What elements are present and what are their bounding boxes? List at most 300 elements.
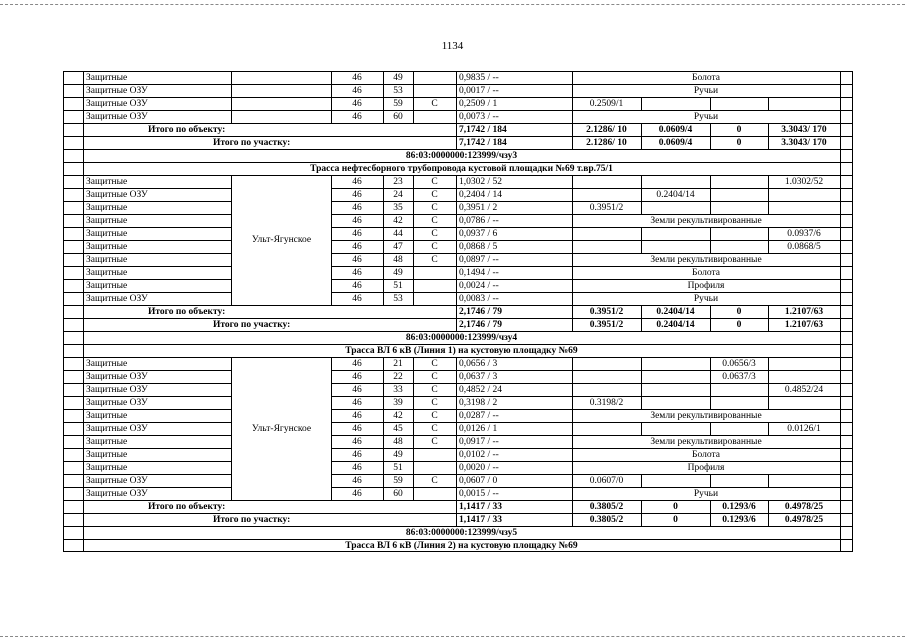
cell-divider	[383, 98, 384, 110]
land-category-note: Ручьи	[693, 86, 719, 96]
cell-divider	[456, 475, 457, 487]
cell-divider	[641, 241, 642, 253]
cell-f2: 0	[673, 502, 678, 512]
cell-f4: 1.2107/63	[784, 320, 824, 330]
cell-area: 0,0287 / --	[459, 411, 499, 421]
cell-divider	[63, 384, 64, 396]
cell-divider	[710, 397, 711, 409]
cell-divider	[331, 176, 332, 188]
cell-area: 0,0897 / --	[459, 255, 499, 265]
table-row	[63, 357, 852, 370]
cell-divider	[63, 176, 64, 188]
cell-divider	[641, 202, 642, 214]
cell-divider	[331, 241, 332, 253]
cell-divider	[710, 189, 711, 201]
cell-divider	[331, 488, 332, 500]
cell-v: 24	[393, 190, 403, 200]
cell-divider	[383, 215, 384, 227]
cell-divider	[456, 137, 457, 149]
cell-divider	[840, 189, 841, 201]
cell-q: 46	[352, 112, 362, 122]
cell-q: 46	[352, 476, 362, 486]
total-section-row	[63, 136, 852, 149]
cell-divider	[456, 72, 457, 84]
cell-divider	[840, 527, 841, 539]
section-code-row	[63, 526, 852, 539]
cell-divider	[768, 501, 769, 513]
cell-q: 46	[352, 281, 362, 291]
cell-divider	[768, 397, 769, 409]
cell-type: Защитные	[86, 177, 128, 187]
cell-v: 49	[393, 73, 403, 83]
cell-divider	[840, 423, 841, 435]
cell-area: 0,0607 / 0	[459, 476, 498, 486]
cell-divider	[641, 514, 642, 526]
cell-divider	[383, 267, 384, 279]
cell-divider	[641, 189, 642, 201]
cell-divider	[456, 423, 457, 435]
cell-f4: 0.4978/25	[784, 515, 824, 525]
cell-divider	[83, 488, 84, 500]
cell-divider	[331, 462, 332, 474]
section-title-row	[63, 162, 852, 175]
cell-divider	[641, 371, 642, 383]
cell-divider	[83, 410, 84, 422]
cell-divider	[231, 98, 232, 110]
cell-divider	[331, 254, 332, 266]
cell-type: Защитные	[86, 359, 128, 369]
table-row	[63, 71, 852, 84]
cell-q: 46	[352, 411, 362, 421]
land-category-note: Профиля	[687, 463, 725, 473]
cell-divider	[840, 176, 841, 188]
cell-divider	[83, 449, 84, 461]
cell-divider	[572, 384, 573, 396]
cell-divider	[840, 332, 841, 344]
cell-divider	[840, 293, 841, 305]
cell-divider	[840, 449, 841, 461]
cell-divider	[840, 514, 841, 526]
cell-divider	[413, 358, 414, 370]
cell-divider	[231, 85, 232, 97]
cell-divider	[383, 423, 384, 435]
cell-c	[413, 280, 456, 292]
cell-divider	[840, 85, 841, 97]
cell-divider	[331, 423, 332, 435]
cell-divider	[413, 254, 414, 266]
total-label: Итого по объекту:	[148, 125, 226, 135]
cell-divider	[641, 397, 642, 409]
cell-area: 0,0015 / --	[459, 489, 499, 499]
cell-divider	[383, 85, 384, 97]
cell-divider	[456, 111, 457, 123]
cell-divider	[840, 72, 841, 84]
cell-divider	[383, 475, 384, 487]
cell-divider	[83, 384, 84, 396]
cell-divider	[83, 436, 84, 448]
cell-divider	[63, 241, 64, 253]
cell-divider	[413, 202, 414, 214]
section-code: 86:03:0000000:123999/чзу3	[405, 151, 518, 161]
cell-divider	[413, 449, 414, 461]
cell-f3: 0.1293/6	[722, 515, 756, 525]
cell-type: Защитные	[86, 437, 128, 447]
cell-divider	[710, 358, 711, 370]
cell-divider	[456, 410, 457, 422]
cell-divider	[83, 241, 84, 253]
cell-divider	[456, 280, 457, 292]
cell-c: С	[431, 190, 438, 200]
cell-divider	[63, 397, 64, 409]
cell-divider	[768, 228, 769, 240]
table-row	[63, 474, 852, 487]
cell-divider	[641, 501, 642, 513]
cell-divider	[840, 319, 841, 331]
table-row	[63, 383, 852, 396]
cell-c	[413, 267, 456, 279]
cell-area: 7,1742 / 184	[459, 138, 507, 148]
cell-q: 46	[352, 216, 362, 226]
cell-divider	[768, 371, 769, 383]
cell-divider	[83, 501, 84, 513]
cell-divider	[768, 137, 769, 149]
cell-divider	[840, 384, 841, 396]
table-row	[63, 279, 852, 292]
cell-divider	[641, 124, 642, 136]
cell-divider	[768, 423, 769, 435]
section-code: 86:03:0000000:123999/чзу5	[405, 528, 518, 538]
cell-divider	[456, 306, 457, 318]
table-row	[63, 461, 852, 474]
cell-f2: 0.0609/4	[658, 138, 693, 148]
table-row	[63, 396, 852, 409]
cell-type: Защитные	[86, 73, 128, 83]
table-row	[63, 422, 852, 435]
cell-type: Защитные	[86, 411, 128, 421]
cell-q: 46	[352, 177, 362, 187]
cell-c: С	[431, 255, 438, 265]
land-category-note: Болота	[692, 450, 720, 460]
cell-divider	[456, 215, 457, 227]
cell-divider	[83, 72, 84, 84]
cell-v: 60	[393, 489, 403, 499]
cell-area: 0,0102 / --	[459, 450, 499, 460]
cell-f1: 0.3951/2	[589, 320, 624, 330]
cell-divider	[63, 111, 64, 123]
cell-divider	[710, 241, 711, 253]
cell-divider	[413, 410, 414, 422]
cell-divider	[63, 358, 64, 370]
cell-divider	[413, 293, 414, 305]
cell-c	[413, 111, 456, 123]
land-category-note: Ручьи	[693, 112, 719, 122]
cell-divider	[83, 475, 84, 487]
cell-divider	[710, 501, 711, 513]
section-title: Трасса ВЛ 6 кВ (Линия 2) на кустовую площадку №69	[345, 541, 578, 551]
cell-divider	[63, 293, 64, 305]
cell-divider	[63, 514, 64, 526]
cell-divider	[572, 514, 573, 526]
cell-divider	[456, 267, 457, 279]
forestry-region: Ульт-Ягунское	[232, 423, 331, 435]
section-title: Трасса ВЛ 6 кВ (Линия 1) на кустовую площадку №69	[345, 346, 578, 356]
cell-divider	[840, 358, 841, 370]
land-table	[63, 71, 852, 551]
cell-divider	[83, 319, 84, 331]
cell-q: 46	[352, 268, 362, 278]
table-row	[63, 253, 852, 266]
cell-divider	[331, 111, 332, 123]
cell-divider	[331, 215, 332, 227]
cell-type: Защитные ОЗУ	[86, 398, 148, 408]
table-row	[63, 435, 852, 448]
cell-type: Защитные	[86, 216, 128, 226]
cell-divider	[413, 215, 414, 227]
cell-divider	[383, 371, 384, 383]
cell-area: 0,2404 / 14	[459, 190, 503, 200]
cell-divider	[840, 475, 841, 487]
total-label: Итого по объекту:	[148, 502, 226, 512]
cell-divider	[63, 527, 64, 539]
cell-divider	[572, 371, 573, 383]
cell-divider	[456, 176, 457, 188]
cell-type: Защитные	[86, 281, 128, 291]
cell-divider	[331, 267, 332, 279]
cell-type: Защитные ОЗУ	[86, 385, 148, 395]
cell-q: 46	[352, 450, 362, 460]
cell-divider	[383, 436, 384, 448]
cell-divider	[413, 176, 414, 188]
cell-divider	[331, 85, 332, 97]
cell-divider	[63, 501, 64, 513]
cell-f1: 0.2509/1	[589, 99, 624, 109]
cell-c	[413, 488, 456, 500]
land-category-note: Земли рекультивированные	[650, 255, 762, 265]
cell-divider	[840, 163, 841, 175]
cell-divider	[840, 111, 841, 123]
cell-divider	[456, 384, 457, 396]
cell-divider	[83, 462, 84, 474]
section-title-row	[63, 539, 852, 552]
cell-f4: 0.4978/25	[784, 502, 824, 512]
cell-divider	[383, 449, 384, 461]
cell-f1: 2.1286/ 10	[586, 125, 627, 135]
cell-divider	[63, 449, 64, 461]
cell-divider	[710, 306, 711, 318]
cell-f1: 0.3198/2	[589, 398, 624, 408]
cell-divider	[641, 306, 642, 318]
cell-divider	[83, 358, 84, 370]
cell-divider	[413, 475, 414, 487]
cell-q: 46	[352, 229, 362, 239]
section-code-row	[63, 331, 852, 344]
cell-divider	[768, 124, 769, 136]
cell-divider	[331, 72, 332, 84]
cell-divider	[768, 384, 769, 396]
cell-divider	[413, 241, 414, 253]
cell-divider	[331, 384, 332, 396]
cell-divider	[641, 358, 642, 370]
cell-divider	[572, 319, 573, 331]
cell-divider	[413, 384, 414, 396]
cell-area: 0,2509 / 1	[459, 99, 498, 109]
cell-divider	[840, 371, 841, 383]
cell-divider	[641, 423, 642, 435]
cell-q: 46	[352, 359, 362, 369]
cell-area: 0,0020 / --	[459, 463, 499, 473]
cell-divider	[63, 319, 64, 331]
cell-divider	[383, 241, 384, 253]
cell-divider	[63, 215, 64, 227]
cell-divider	[83, 85, 84, 97]
cell-divider	[331, 189, 332, 201]
cell-f3: 0.0637/3	[722, 372, 756, 382]
cell-divider	[83, 215, 84, 227]
cell-divider	[456, 501, 457, 513]
cell-q: 46	[352, 255, 362, 265]
cell-divider	[413, 397, 414, 409]
cell-divider	[840, 488, 841, 500]
cell-divider	[641, 98, 642, 110]
cell-divider	[83, 293, 84, 305]
cell-divider	[641, 319, 642, 331]
cell-v: 42	[393, 411, 403, 421]
cell-c: С	[431, 424, 438, 434]
table-row	[63, 110, 852, 123]
cell-q: 46	[352, 385, 362, 395]
forestry-region: Ульт-Ягунское	[232, 234, 331, 246]
cell-f3: 0	[736, 320, 742, 330]
table-row	[63, 84, 852, 97]
cell-divider	[710, 124, 711, 136]
cell-type: Защитные	[86, 242, 128, 252]
cell-f1: 0.3805/2	[589, 502, 624, 512]
cell-f2: 0.0609/4	[658, 125, 693, 135]
table-row	[63, 266, 852, 279]
cell-divider	[383, 72, 384, 84]
cell-f4: 1.2107/63	[784, 307, 824, 317]
cell-f3: 0.0656/3	[722, 359, 756, 369]
cell-c: С	[431, 203, 438, 213]
cell-q: 46	[352, 203, 362, 213]
cell-type: Защитные	[86, 463, 128, 473]
cell-c: С	[431, 476, 438, 486]
cell-divider	[840, 280, 841, 292]
cell-area: 0,0917 / --	[459, 437, 499, 447]
cell-divider	[456, 449, 457, 461]
cell-v: 39	[393, 398, 403, 408]
cell-f4: 3.3043/ 170	[781, 125, 827, 135]
cell-v: 48	[393, 255, 403, 265]
cell-divider	[840, 202, 841, 214]
table-row	[63, 227, 852, 240]
cell-divider	[456, 371, 457, 383]
land-category-note: Болота	[692, 268, 720, 278]
cell-divider	[63, 85, 64, 97]
cell-v: 22	[393, 372, 403, 382]
cell-area: 0,0937 / 6	[459, 229, 498, 239]
cell-divider	[456, 397, 457, 409]
cell-v: 47	[393, 242, 403, 252]
cell-q: 46	[352, 294, 362, 304]
cell-divider	[83, 332, 84, 344]
cell-f3: 0	[736, 138, 742, 148]
cell-divider	[572, 423, 573, 435]
cell-f2: 0.2404/14	[656, 320, 695, 330]
table-row	[63, 292, 852, 305]
cell-area: 0,9835 / --	[459, 73, 499, 83]
cell-divider	[413, 72, 414, 84]
table-row	[63, 214, 852, 227]
total-object-row	[63, 500, 852, 513]
cell-f1: 0.3805/2	[589, 515, 624, 525]
cell-divider	[768, 514, 769, 526]
cell-divider	[710, 98, 711, 110]
cell-divider	[83, 280, 84, 292]
cell-divider	[840, 150, 841, 162]
cell-divider	[840, 462, 841, 474]
cell-divider	[63, 345, 64, 357]
cell-area: 2,1746 / 79	[459, 320, 503, 330]
cell-divider	[331, 397, 332, 409]
cell-area: 7,1742 / 184	[459, 125, 507, 135]
cell-divider	[710, 202, 711, 214]
total-label: Итого по объекту:	[148, 307, 226, 317]
cell-f2: 0.2404/14	[656, 307, 695, 317]
cell-divider	[83, 306, 84, 318]
cell-divider	[331, 293, 332, 305]
cell-c	[413, 293, 456, 305]
cell-type: Защитные	[86, 203, 128, 213]
cell-divider	[83, 345, 84, 357]
cell-divider	[63, 462, 64, 474]
cell-divider	[768, 306, 769, 318]
cell-v: 60	[393, 112, 403, 122]
cell-divider	[456, 85, 457, 97]
cell-divider	[641, 228, 642, 240]
cell-divider	[840, 540, 841, 552]
cell-area: 0,1494 / --	[459, 268, 499, 278]
cell-divider	[572, 241, 573, 253]
cell-v: 44	[393, 229, 403, 239]
cell-f1: 0.0607/0	[589, 476, 624, 486]
cell-divider	[710, 228, 711, 240]
cell-divider	[840, 436, 841, 448]
cell-v: 33	[393, 385, 403, 395]
cell-divider	[331, 202, 332, 214]
cell-divider	[840, 254, 841, 266]
bottom-scan-edge	[0, 636, 905, 637]
cell-f4: 1.0302/52	[784, 177, 824, 187]
cell-type: Защитные ОЗУ	[86, 294, 148, 304]
cell-divider	[83, 202, 84, 214]
cell-divider	[63, 540, 64, 552]
cell-divider	[231, 111, 232, 123]
cell-area: 0,0073 / --	[459, 112, 499, 122]
cell-type: Защитные	[86, 229, 128, 239]
cell-v: 49	[393, 450, 403, 460]
cell-divider	[83, 514, 84, 526]
cell-area: 0,0083 / --	[459, 294, 499, 304]
cell-divider	[63, 280, 64, 292]
cell-area: 1,1417 / 33	[459, 502, 503, 512]
cell-divider	[83, 150, 84, 162]
cell-divider	[83, 423, 84, 435]
cell-divider	[63, 124, 64, 136]
cell-f4: 0.4852/24	[784, 385, 824, 395]
section-code-row	[63, 149, 852, 162]
cell-divider	[383, 293, 384, 305]
